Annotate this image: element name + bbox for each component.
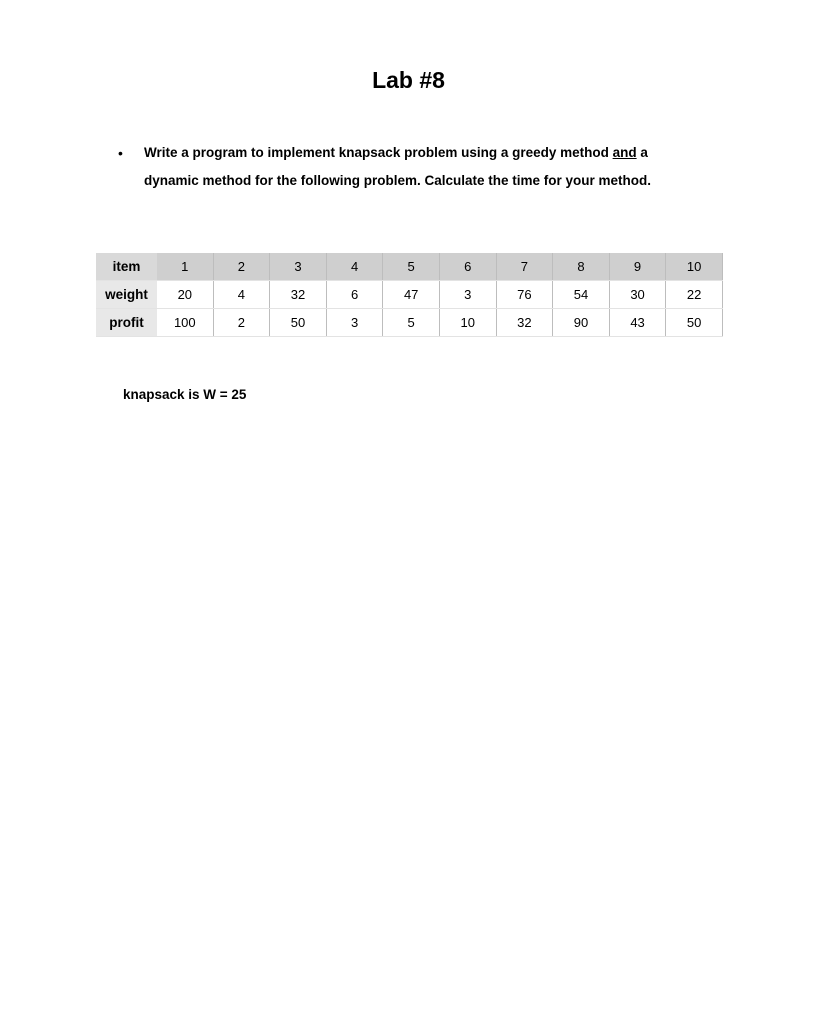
table-cell: 10 xyxy=(666,253,723,281)
table-cell: 2 xyxy=(213,309,270,337)
bullet-point-icon: • xyxy=(118,145,123,161)
table-row-weight xyxy=(96,281,722,309)
table-cell: 2 xyxy=(213,253,270,281)
knapsack-capacity-text: knapsack is W = 25 xyxy=(123,387,247,402)
table-cell: 6 xyxy=(439,253,496,281)
table-cell: 50 xyxy=(270,309,327,337)
table-cell: 5 xyxy=(383,253,440,281)
table-cell: 4 xyxy=(326,253,383,281)
table-cell: 32 xyxy=(270,281,327,309)
table-cell: 1 xyxy=(157,253,213,281)
table-row-item xyxy=(96,253,722,281)
table-cell: 32 xyxy=(496,309,553,337)
table-cell: 22 xyxy=(666,281,723,309)
table-cell: 9 xyxy=(609,253,666,281)
table-cell: 3 xyxy=(439,281,496,309)
table-cell: 54 xyxy=(553,281,610,309)
table-cell: 30 xyxy=(609,281,666,309)
instruction-text-part2: a dynamic method for the following problem. Calculate the time for your method. xyxy=(144,145,652,188)
row-label-item: item xyxy=(96,253,157,281)
page-title: Lab #8 xyxy=(372,67,445,93)
table-cell: 3 xyxy=(270,253,327,281)
table-cell: 5 xyxy=(383,309,440,337)
table-cell: 6 xyxy=(326,281,383,309)
table-cell: 7 xyxy=(496,253,553,281)
table-cell: 76 xyxy=(496,281,553,309)
table-cell: 90 xyxy=(553,309,610,337)
instruction-text xyxy=(144,139,696,195)
table-cell: 47 xyxy=(383,281,440,309)
knapsack-data-table xyxy=(96,253,723,337)
table-cell: 43 xyxy=(609,309,666,337)
table-cell: 8 xyxy=(553,253,610,281)
row-label-profit: profit xyxy=(96,309,157,337)
table-cell: 4 xyxy=(213,281,270,309)
table-cell: 3 xyxy=(326,309,383,337)
table-cell: 10 xyxy=(439,309,496,337)
table-cell: 50 xyxy=(666,309,723,337)
instruction-text-underlined: and xyxy=(612,145,637,160)
table-cell: 20 xyxy=(157,281,213,309)
table-cell: 100 xyxy=(157,309,213,337)
instruction-text-part1: Write a program to implement knapsack problem using a greedy method xyxy=(144,145,613,160)
row-label-weight: weight xyxy=(96,281,157,309)
table-row-profit xyxy=(96,309,722,337)
